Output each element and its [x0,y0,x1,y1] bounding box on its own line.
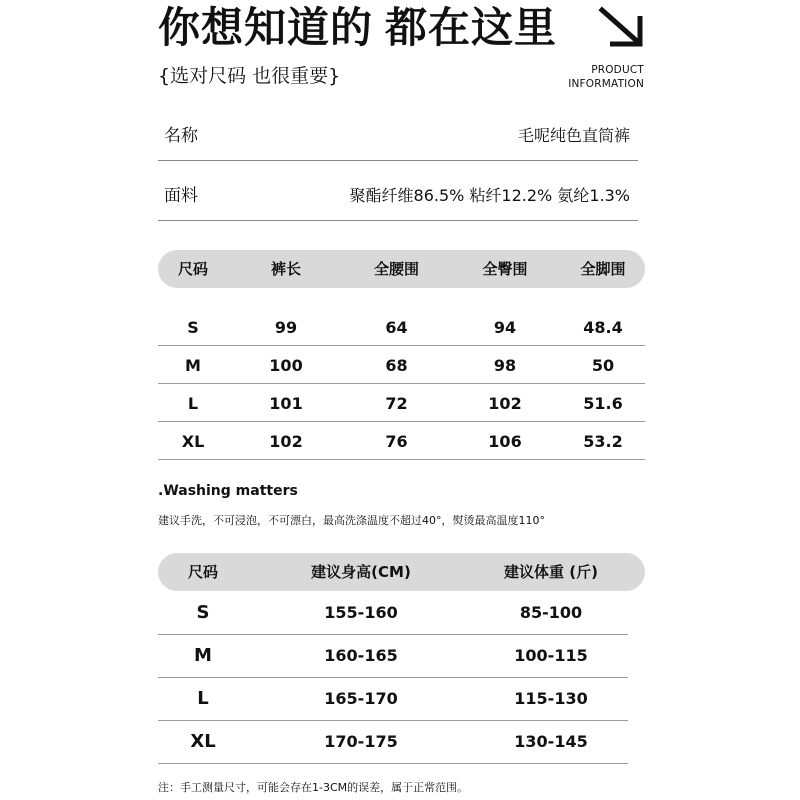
table-row [158,592,628,635]
table-cell: 94 [493,318,517,337]
table-cell: 53.2 [583,432,623,451]
table-row [158,308,645,346]
weight-header-unit: (斤) [569,563,598,581]
table-cell: 100 [269,356,303,375]
size-table-header [158,250,645,288]
arrow-down-right-icon [588,4,646,48]
table-row [158,346,645,384]
table-cell: 102 [488,394,522,413]
product-information-label [568,63,644,91]
table-cell: L [187,394,199,413]
fabric-label: 面料 [164,186,198,206]
column-header: 尺码 [187,563,218,581]
fabric-value: 聚酯纤维86.5% 粘纤12.2% 氨纶1.3% [349,186,630,205]
table-cell: 48.4 [583,318,623,337]
table-cell: 115-130 [514,689,588,708]
title-part-2: 都在这里 [385,3,558,52]
table-cell: 72 [385,394,408,413]
table-cell: 99 [274,318,298,337]
table-row [158,721,628,764]
table-cell: 50 [591,356,615,375]
table-cell: XL [181,432,205,451]
table-cell: 51.6 [583,394,623,413]
washing-title: .Washing matters [158,483,298,499]
info-line-2: INFORMATION [568,78,644,90]
table-row [158,384,645,422]
recommend-table [158,592,628,764]
weight-header-label: 建议体重 [504,563,565,581]
column-header: 全臀围 [482,260,528,278]
height-header-label: 建议身高 [311,563,372,581]
table-cell: 76 [385,432,408,451]
page-title [158,4,557,52]
table-cell: M [194,645,212,666]
column-header [474,553,628,591]
product-fabric-row [158,176,638,221]
title-part-1: 你想知道的 [158,3,374,52]
table-cell: 68 [385,356,408,375]
recommend-table-header [158,553,645,591]
table-cell: 102 [269,432,303,451]
table-cell: 64 [385,318,408,337]
table-cell: 165-170 [324,689,398,708]
table-cell: 100-115 [514,646,588,665]
product-name-label: 名称 [164,126,198,146]
table-row [158,635,628,678]
product-name-row [158,116,638,161]
table-cell: 155-160 [324,603,398,622]
table-cell: 106 [488,432,522,451]
column-header: 裤长 [270,260,301,278]
product-name-value: 毛呢纯色直筒裤 [517,126,630,145]
info-line-1: PRODUCT [591,64,644,76]
height-header-unit: (CM) [371,563,411,581]
table-cell: XL [190,731,216,752]
column-header [248,553,474,591]
column-header: 尺码 [177,260,208,278]
table-row [158,422,645,460]
column-header: 全腰围 [373,260,419,278]
table-cell: 98 [493,356,517,375]
size-table [158,308,645,460]
washing-instructions: 建议手洗，不可浸泡，不可漂白，最高洗涤温度不超过40°，熨烫最高温度110° [158,514,545,527]
table-cell: S [196,602,210,623]
table-cell: 101 [269,394,303,413]
table-cell: M [185,356,201,375]
table-cell: 85-100 [519,603,583,622]
table-row [158,678,628,721]
table-cell: S [187,318,199,337]
table-cell: 170-175 [324,732,398,751]
table-cell: L [197,688,209,709]
subtitle: {选对尺码 也很重要} [158,65,341,87]
table-cell: 130-145 [514,732,588,751]
table-cell: 160-165 [324,646,398,665]
measurement-note: 注：手工测量尺寸，可能会存在1-3CM的误差，属于正常范围。 [158,781,469,794]
column-header: 全脚围 [580,260,626,278]
